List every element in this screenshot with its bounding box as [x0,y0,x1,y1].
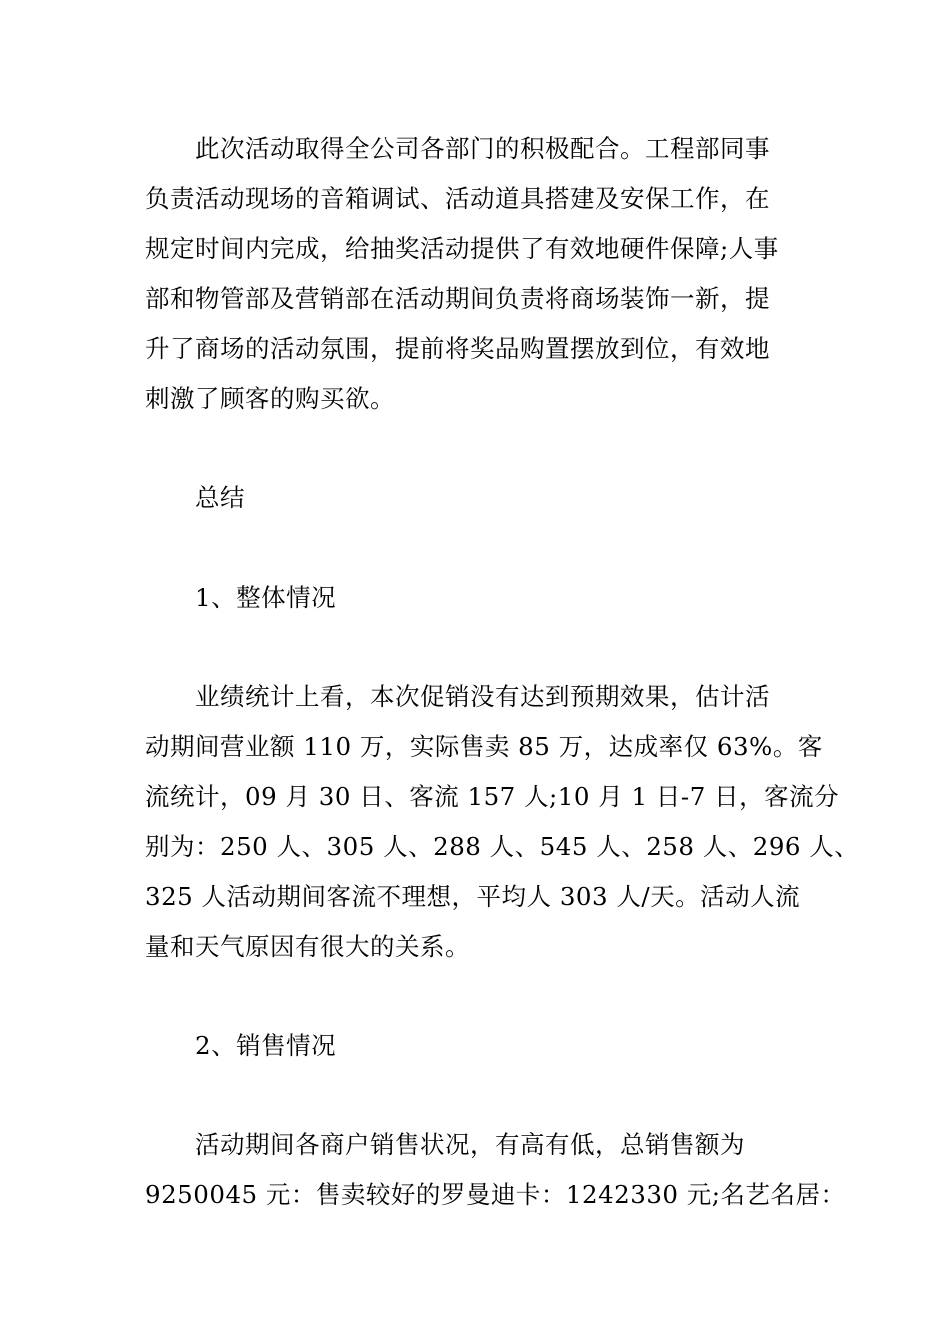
text-line: 别为：250 人、305 人、288 人、545 人、258 人、296 人、 [145,832,860,861]
text-line: 量和天气原因有很大的关系。 [145,932,470,961]
text-line: 业绩统计上看，本次促销没有达到预期效果，估计活 [145,682,770,711]
section-heading-summary: 总结 [145,483,245,512]
section-heading-sales: 2、销售情况 [145,1031,337,1060]
text-line: 负责活动现场的音箱调试、活动道具搭建及安保工作，在 [145,184,770,213]
text-line: 9250045 元：售卖较好的罗曼迪卡：1242330 元;名艺名居： [145,1180,846,1209]
text-line: 升了商场的活动氛围，提前将奖品购置摆放到位，有效地 [145,334,770,363]
section-heading-overall: 1、整体情况 [145,583,337,612]
text-line: 325 人活动期间客流不理想，平均人 303 人/天。活动人流 [145,882,801,911]
text-line: 流统计，09 月 30 日、客流 157 人;10 月 1 日-7 日，客流分 [145,782,840,811]
text-line: 此次活动取得全公司各部门的积极配合。工程部同事 [145,134,770,163]
text-line: 动期间营业额 110 万，实际售卖 85 万，达成率仅 63%。客 [145,732,823,761]
text-line: 刺激了顾客的购买欲。 [145,384,395,413]
text-line: 规定时间内完成，给抽奖活动提供了有效地硬件保障;人事 [145,234,779,263]
text-line: 活动期间各商户销售状况，有高有低，总销售额为 [145,1130,745,1159]
text-line: 部和物管部及营销部在活动期间负责将商场装饰一新，提 [145,284,770,313]
